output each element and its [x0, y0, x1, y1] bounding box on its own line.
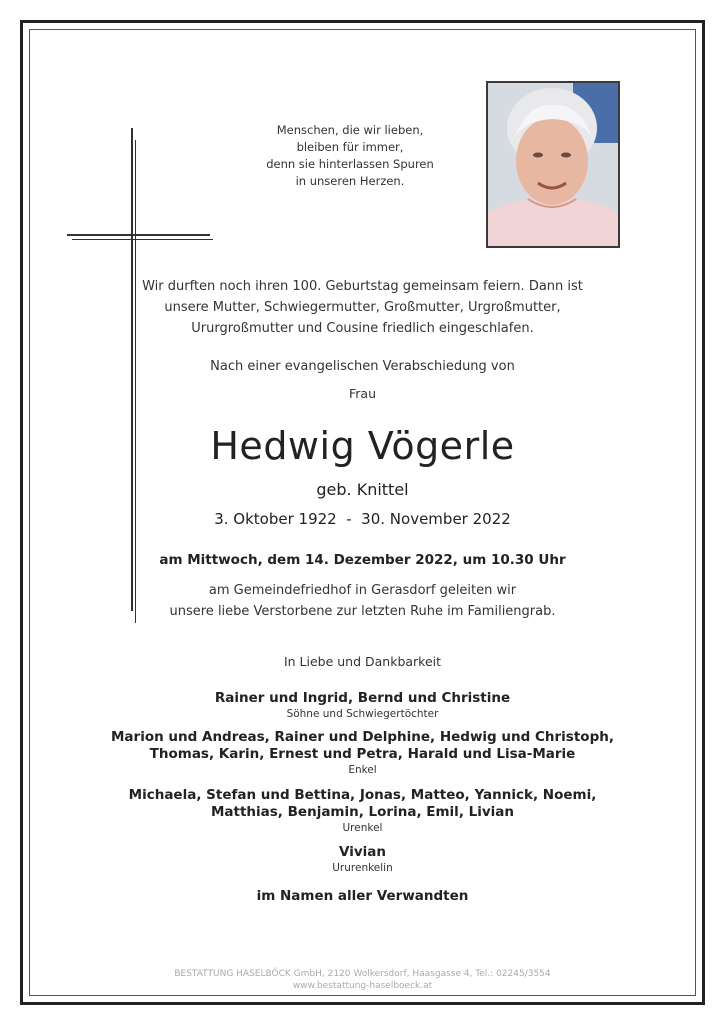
mourner-names: Vivian	[339, 844, 386, 860]
mourner-relation: Ururenkelin	[332, 862, 393, 874]
salutation: Frau	[348, 386, 376, 401]
love-line: In Liebe und Dankbarkeit	[283, 654, 442, 669]
mourner-group	[0, 690, 725, 721]
mourner-names: Matthias, Benjamin, Lorina, Emil, Livian	[210, 804, 515, 820]
mourner-names: Rainer und Ingrid, Bernd und Christine	[214, 690, 511, 706]
mourner-names: Thomas, Karin, Ernest und Petra, Harald und Lisa-Marie	[149, 746, 576, 762]
deceased-name: Hedwig Vögerle	[210, 424, 515, 468]
portrait-photo	[486, 81, 620, 248]
poem-line: bleiben für immer,	[296, 140, 404, 154]
intro-line: unsere Mutter, Schwiegermutter, Großmutter, Urgroßmutter,	[164, 300, 561, 315]
portrait-illustration	[488, 83, 618, 246]
poem-line: Menschen, die wir lieben,	[276, 123, 424, 137]
mourner-relation: Urenkel	[342, 822, 383, 834]
poem-line: denn sie hinterlassen Spuren	[266, 157, 434, 171]
birth-name: geb. Knittel	[316, 480, 409, 499]
mourner-relation: Enkel	[348, 764, 377, 776]
funeral-datetime: am Mittwoch, dem 14. Dezember 2022, um 10.30 Uhr	[159, 552, 566, 568]
funeral-description-line: am Gemeindefriedhof in Gerasdorf geleiten wir	[208, 583, 517, 598]
funeral-description	[0, 580, 725, 622]
intro-line: Wir durften noch ihren 100. Geburtstag gemeinsam feiern. Dann ist	[142, 279, 583, 294]
mourner-names: Marion und Andreas, Rainer und Delphine, Hedwig und Christoph,	[111, 729, 614, 745]
mourner-names: Michaela, Stefan und Bettina, Jonas, Matteo, Yannick, Noemi,	[128, 787, 597, 803]
funeral-description-line: unsere liebe Verstorbene zur letzten Ruhe im Familiengrab.	[169, 604, 556, 619]
farewell-line: Nach einer evangelischen Verabschiedung von	[210, 359, 515, 374]
poem-line: in unseren Herzen.	[295, 174, 405, 188]
footer-website: www.bestattung-haselboeck.at	[292, 981, 433, 991]
poem	[250, 122, 450, 190]
intro-text	[0, 276, 725, 339]
mourner-group	[0, 844, 725, 875]
mourner-group	[0, 729, 725, 777]
mourner-relation: Söhne und Schwiegertöchter	[286, 708, 439, 720]
closing-line: im Namen aller Verwandten	[256, 888, 469, 904]
intro-line: Ururgroßmutter und Cousine friedlich eingeschlafen.	[191, 321, 534, 336]
footer	[0, 968, 725, 992]
mourner-group	[0, 787, 725, 835]
footer-address: BESTATTUNG HASELBÖCK GmbH, 2120 Wolkersdorf, Haasgasse 4, Tel.: 02245/3554	[174, 969, 551, 979]
life-dates: 3. Oktober 1922 - 30. November 2022	[214, 510, 511, 528]
